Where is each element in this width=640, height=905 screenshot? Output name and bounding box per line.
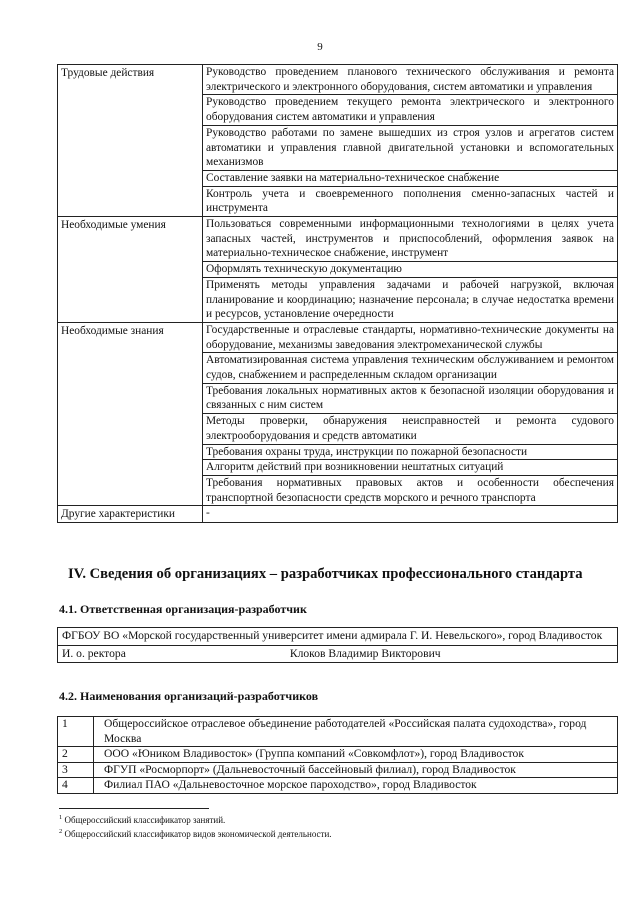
competency-table bbox=[57, 64, 618, 523]
developer-name: Филиал ПАО «Дальневосточное морское пароходство», город Владивосток bbox=[94, 778, 618, 794]
table-cell: Руководство проведением текущего ремонта электрического и электронного оборудования систем автоматики и управления bbox=[203, 95, 618, 125]
developers-table bbox=[57, 716, 618, 794]
table-cell: Требования нормативных правовых актов и особенности обеспечения транспортной безопасности средств морского и речного транспорта bbox=[203, 475, 618, 505]
table-row bbox=[58, 65, 618, 95]
table-cell: Контроль учета и своевременного пополнения сменно-запасных частей и инструмента bbox=[203, 186, 618, 216]
table-cell: Пользоваться современными информационными технологиями в целях учета запасных частей, инструментов и приспособлений, оформления заявок на материально-техническое снабжение, инструмент bbox=[203, 217, 618, 262]
table-row bbox=[58, 645, 618, 663]
table-cell: Применять методы управления задачами и рабочей нагрузкой, включая планирование и координацию; назначение персонала; в случае недостатка времени и ресурсов, установление очередности bbox=[203, 277, 618, 322]
table-cell: Методы проверки, обнаружения неисправностей и ремонта судового электрооборудования и средств автоматики bbox=[203, 414, 618, 444]
row-label-other-characteristics: Другие характеристики bbox=[58, 506, 203, 523]
row-number: 3 bbox=[58, 762, 94, 778]
table-cell: Оформлять техническую документацию bbox=[203, 262, 618, 278]
row-number: 1 bbox=[58, 717, 94, 747]
signatory-position: И. о. ректора bbox=[62, 646, 126, 660]
footnote-divider bbox=[59, 808, 209, 809]
footnote bbox=[59, 812, 332, 826]
footnotes bbox=[59, 812, 332, 840]
signatory-name: Клоков Владимир Викторович bbox=[289, 646, 441, 660]
developer-name: Общероссийское отраслевое объединение работодателей «Российская палата судоходства», город Москва bbox=[94, 717, 618, 747]
signatory-cell bbox=[58, 645, 618, 663]
table-cell: Требования охраны труда, инструкции по пожарной безопасности bbox=[203, 444, 618, 460]
table-cell: Требования локальных нормативных актов к безопасной изоляции оборудования и связанных с ним систем bbox=[203, 383, 618, 413]
row-number: 2 bbox=[58, 747, 94, 763]
table-row bbox=[58, 762, 618, 778]
table-row bbox=[58, 506, 618, 523]
responsible-org-name: ФГБОУ ВО «Морской государственный университет имени адмирала Г. И. Невельского», город Владивосток bbox=[58, 628, 618, 646]
table-row bbox=[58, 747, 618, 763]
footnote bbox=[59, 826, 332, 840]
table-row bbox=[58, 217, 618, 262]
footnote-mark: 1 bbox=[59, 814, 63, 821]
table-row bbox=[58, 778, 618, 794]
responsible-org-table bbox=[57, 627, 618, 663]
row-label-labor-actions: Трудовые действия bbox=[58, 65, 203, 217]
table-cell: Составление заявки на материально-техническое снабжение bbox=[203, 170, 618, 186]
developer-name: ФГУП «Росморпорт» (Дальневосточный бассейновый филиал), город Владивосток bbox=[94, 762, 618, 778]
footnote-text: Общероссийский классификатор видов экономической деятельности. bbox=[62, 829, 332, 839]
row-label-required-skills: Необходимые умения bbox=[58, 217, 203, 323]
footnote-text: Общероссийский классификатор занятий. bbox=[62, 815, 226, 825]
footnote-mark: 2 bbox=[59, 828, 63, 835]
row-label-required-knowledge: Необходимые знания bbox=[58, 322, 203, 505]
section-title: IV. Сведения об организациях – разработчиках профессионального стандарта bbox=[68, 566, 583, 582]
table-row bbox=[58, 322, 618, 352]
page-number: 9 bbox=[317, 41, 323, 53]
table-cell: Автоматизированная система управления техническим обслуживанием и ремонтом судов, снабжением и распределенным складом организации bbox=[203, 353, 618, 383]
table-cell: Руководство проведением планового технического обслуживания и ремонта электрического и электронного оборудования, систем автоматики и управления bbox=[203, 65, 618, 95]
table-row bbox=[58, 717, 618, 747]
developer-name: ООО «Юником Владивосток» (Группа компаний «Совкомфлот»), город Владивосток bbox=[94, 747, 618, 763]
subsection-title-developers: 4.2. Наименования организаций-разработчиков bbox=[59, 689, 319, 703]
table-cell: Руководство работами по замене вышедших из строя узлов и агрегатов систем автоматики и управления главной двигательной установки и вспомогательных механизмов bbox=[203, 125, 618, 170]
row-number: 4 bbox=[58, 778, 94, 794]
table-cell: Алгоритм действий при возникновении нештатных ситуаций bbox=[203, 460, 618, 476]
table-cell: - bbox=[203, 506, 618, 523]
subsection-title-responsible-org: 4.1. Ответственная организация-разработчик bbox=[59, 602, 307, 616]
table-row bbox=[58, 628, 618, 646]
table-cell: Государственные и отраслевые стандарты, нормативно-технические документы на оборудование, механизмы заведования электромеханической службы bbox=[203, 322, 618, 352]
